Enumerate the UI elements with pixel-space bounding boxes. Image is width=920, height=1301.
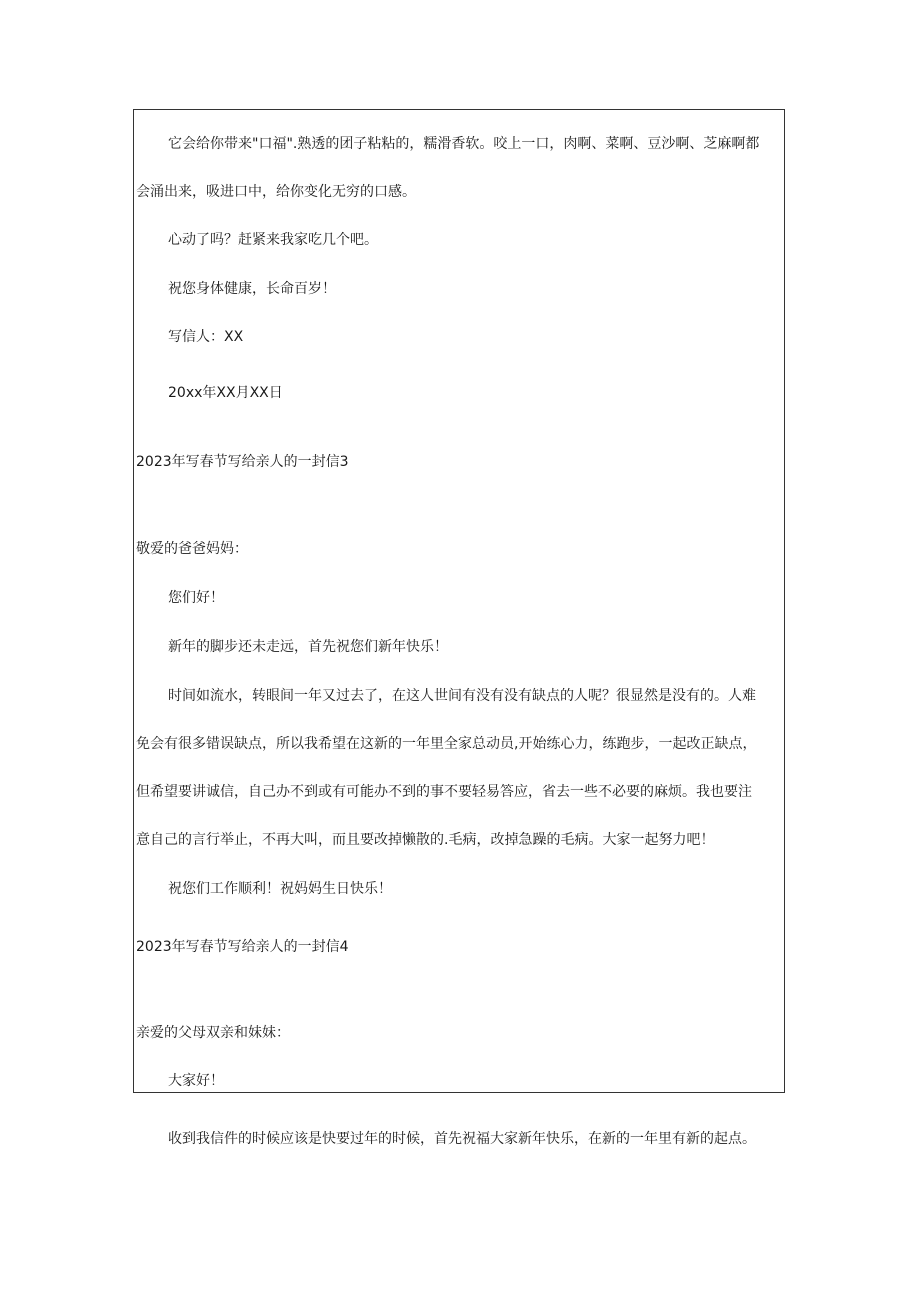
date-line: 20xx年XX月XX日 bbox=[168, 385, 283, 401]
signature-line: 写信人：XX bbox=[168, 329, 244, 345]
paragraph-line: 新年的脚步还未走远，首先祝您们新年快乐！ bbox=[168, 639, 448, 655]
paragraph-line: 收到我信件的时候应该是快要过年的时候，首先祝福大家新年快乐，在新的一年里有新的起点。 bbox=[168, 1131, 756, 1147]
paragraph-line: 祝您们工作顺利！祝妈妈生日快乐！ bbox=[168, 881, 392, 897]
paragraph-line: 祝您身体健康，长命百岁！ bbox=[168, 281, 336, 297]
greeting: 大家好！ bbox=[168, 1073, 224, 1089]
paragraph-line: 心动了吗？赶紧来我家吃几个吧。 bbox=[168, 232, 378, 248]
section-heading: 2023年写春节写给亲人的一封信3 bbox=[136, 454, 349, 470]
section-heading: 2023年写春节写给亲人的一封信4 bbox=[136, 939, 349, 955]
greeting: 您们好！ bbox=[168, 590, 224, 606]
salutation: 敬爱的爸爸妈妈： bbox=[136, 541, 248, 557]
paragraph-line: 它会给你带来"口福".熟透的团子粘粘的，糯滑香软。咬上一口，肉啊、菜啊、豆沙啊、芝麻啊都 bbox=[168, 136, 760, 152]
paragraph-line: 意自己的言行举止，不再大叫，而且要改掉懒散的.毛病，改掉急躁的毛病。大家一起努力吧！ bbox=[136, 832, 715, 848]
paragraph-line: 会涌出来，吸进口中，给你变化无穷的口感。 bbox=[136, 184, 416, 200]
salutation: 亲爱的父母双亲和妹妹： bbox=[136, 1025, 290, 1041]
paragraph-line: 免会有很多错误缺点，所以我希望在这新的一年里全家总动员,开始练心力，练跑步，一起改正缺点， bbox=[136, 736, 757, 752]
paragraph-line: 但希望要讲诚信，自己办不到或有可能办不到的事不要轻易答应，省去一些不必要的麻烦。我也要注 bbox=[136, 784, 752, 800]
paragraph-line: 时间如流水，转眼间一年又过去了，在这人世间有没有没有缺点的人呢？很显然是没有的。人难 bbox=[168, 688, 756, 704]
